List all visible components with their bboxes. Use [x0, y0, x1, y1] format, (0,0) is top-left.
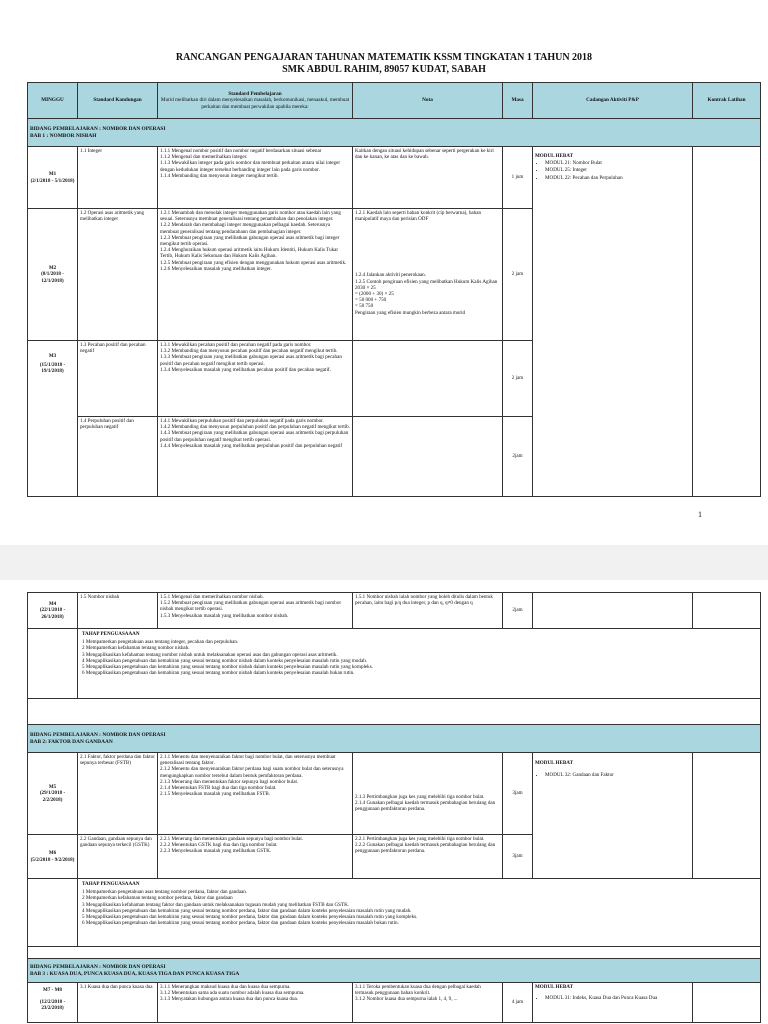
- sp-item: 2.2.2 Menentukan GSTK bagi dua dan tiga nombor bulat.: [160, 842, 278, 849]
- band-3-line-2: BAB 3 : KUASA DUA, PUNCA KUASA DUA, KUASA TIGA DAN PUNCA KUASA TIGA: [30, 970, 240, 977]
- nota-item: = (2000 + 30) × 25: [355, 291, 394, 298]
- cadangan-cell: [533, 983, 693, 1023]
- tahap-penguasaan-1: [28, 629, 761, 699]
- sk-cell: 1.5 Nombor nisbah: [78, 593, 158, 629]
- kontrak-cell: [693, 147, 761, 497]
- sp-item: 1.3.2 Membanding dan menyusun pecahan positif dan pecahan negatif mengikut tertib.: [160, 348, 338, 355]
- tahap-title: TAHAP PENGUASAAAN: [82, 881, 140, 887]
- title-line-1: RANCANGAN PENGAJARAN TAHUNAN MATEMATIK KSSM TINGKATAN 1 TAHUN 2018: [175, 52, 593, 63]
- week-label: M7 - M8: [43, 987, 62, 993]
- sp-cell: [158, 835, 353, 879]
- col-kontrak: Kontrak Latihan: [693, 83, 761, 119]
- sk-cell: 1.3 Pecahan positif dan pecahan negatif: [78, 341, 158, 417]
- sp-item: 2.2.3 Menyelesaikan masalah yang melibatkan GSTK.: [160, 848, 272, 855]
- band-1-line-1: BIDANG PEMBELAJARAN : NOMBOR DAN OPERASI: [30, 125, 166, 132]
- nota-item: 2.2.2 Gunakan pelbagai kaedah termasuk pembahagian berulang dan penggunaan pemfaktoran perdana.: [355, 842, 496, 855]
- nota-cell: [353, 417, 503, 497]
- masa-cell: 3jam: [503, 753, 533, 835]
- kontrak-cell: [693, 593, 761, 629]
- nota-item: 2.2.1 Pertimbangkan juga kes yang melebihi tiga nombor bulat.: [355, 836, 485, 842]
- nota-item: 1.2.1 Kaedah lain seperti bahan konkrit (cip berwarna), bahan manipulatif maya dan perisian ODF: [355, 210, 482, 223]
- week-label: M1: [48, 171, 57, 178]
- kontrak-cell: [693, 753, 761, 879]
- masa-cell: 4 jam: [503, 983, 533, 1023]
- band-2-line-1: BIDANG PEMBELAJARAN : NOMBOR DAN OPERASI: [30, 731, 166, 738]
- masa-cell: 3jam: [503, 835, 533, 879]
- week-cell: [28, 835, 78, 879]
- modul-list: [535, 160, 690, 181]
- sp-item: 1.2.6 Menyelesaikan masalah yang melibatkan integer.: [160, 265, 272, 272]
- modul-item: • MODUL 31: Indeks, Kuasa Dua dan Punca Kuasa Dua: [545, 995, 690, 1001]
- nota-item: 2.1.3 Pertimbangkan juga kes yang melebihi tiga nombor bulat.: [355, 794, 485, 800]
- section-band-3: [28, 959, 761, 983]
- week-label: M3: [48, 353, 57, 359]
- week-dates: (22/1/2018 - 26/1/2018): [39, 607, 66, 620]
- col-cadangan: Cadangan Aktiviti P&P: [533, 83, 693, 119]
- nota-item: 1.2.4 Jalankan aktiviti penerokaan.: [355, 272, 427, 279]
- sp-item: 1.2.2 Mendarab dan membahagi integer menggunakan pelbagai kaedah. Seterusnya membuat generalisasi tentang pendarabann dan pembahagian integer.: [160, 222, 331, 235]
- nota-item: = 50 750: [355, 303, 374, 310]
- page-2: [0, 580, 768, 1024]
- tahap-title: TAHAP PENGUASAAAN: [82, 631, 140, 637]
- col-nota: Nota: [353, 83, 503, 119]
- sp-heading-desc: Murid melibatkan diri dalam menyelesaikan masalah, berkomunikasi, menaakul, membuat perkaitan dan membuat perwakilan apabila mereka:: [160, 97, 350, 110]
- sp-item: 1.2.1 Menambah dan menolak integer menggunakan garis nombor atau kaedah lain yang sesuai. Seterusnya membuat generalisasi tentang penambahan dan penolakan integer.: [160, 210, 341, 223]
- plan-table-page-1: [27, 82, 761, 497]
- sk-cell: 1.4 Perpuluhan positif dan perpuluhan negatif: [78, 417, 158, 497]
- week-dates: (5/2/2018 - 9/2/2018): [30, 856, 75, 863]
- sp-item: 1.5.2 Membuat pengiraan yang melibatkan gabungan operasi asas aritmetik bagi nombor nisbah mengikut tertib operasi.: [160, 600, 342, 613]
- tahap-spacer: [28, 879, 78, 947]
- nota-item: Pengiraan yang efisien mungkin berbeza antara murid: [355, 309, 466, 316]
- tahap-spacer: [28, 629, 78, 699]
- tahap-cell: [78, 629, 761, 699]
- sp-cell: [158, 147, 353, 209]
- week-dates: (12/2/2018 - 23/2/2018): [39, 999, 66, 1012]
- sk-cell: 2.2 Gandaan, gandaan sepunya dan gandaan sepunya terkecil (GSTK): [78, 835, 158, 879]
- week-cell: [28, 753, 78, 835]
- kontrak-cell: [693, 983, 761, 1023]
- cadangan-cell: [533, 753, 693, 879]
- tahap-item: 3 Mengaplikasikan kefahaman tentang nombor nisbah untuk melaksanakan operasi asas dan gabungan operasi asas aritmetik.: [82, 651, 338, 658]
- modul-item: • MODUL 32: Gandaan dan Faktor: [545, 772, 690, 778]
- sk-cell: 1.1 Integer: [78, 147, 158, 209]
- nota-item: = 50 000 + 750: [355, 297, 387, 304]
- modul-list: [535, 772, 690, 778]
- col-masa: Masa: [503, 83, 533, 119]
- sp-item: 1.4.2 Membanding dan menyusun perpuluhan positif dan perpuluhan negatif mengikut tertib.: [160, 424, 350, 431]
- col-minggu: MINGGU: [28, 83, 78, 119]
- band-1-line-2: BAB 1 : NOMBOR NISBAH: [30, 132, 97, 139]
- tahap-item: 6 Mengaplikasikan pengetahuan dan kemahiran yang sesuai tentang nombor nisbah dalam konteks penyelesaian masalah bukan rutin.: [82, 670, 355, 677]
- sp-item: 1.1.4 Membanding dan menyusun integer mengikut tertib.: [160, 172, 279, 179]
- tahap-item: 1 Mempamerkan pengetahuan asas tentang integer, pecahan dan perpuluhan.: [82, 639, 239, 646]
- masa-cell: 2jam: [503, 417, 533, 497]
- section-band-2: [28, 725, 761, 753]
- nota-cell: Kaitkan dengan situasi kehidupan sebenar seperti pergerakan ke kiri dan ke kanan, ke atas dan ke bawah.: [353, 147, 503, 209]
- week-cell: [28, 209, 78, 341]
- week-label: M6: [48, 850, 57, 857]
- col-standard-kandungan: Standard Kandungan: [78, 83, 158, 119]
- table-row-m5: [28, 753, 761, 835]
- tahap-item: 2 Mempamerkan kefahaman tentang nombor nisbah.: [82, 645, 190, 652]
- spacer-row: [28, 947, 761, 959]
- sp-item: 1.5.3 Menyelesaikan masalah yang melibatkan nombor nisbah.: [160, 612, 289, 619]
- sp-item: 2.1.3 Menerang dan menentukan faktor sepunya bagi nombor bulat.: [160, 778, 299, 785]
- plan-table-page-2: [27, 592, 761, 1023]
- masa-cell: 2 jam: [503, 341, 533, 417]
- modul-title: MODUL HEBAT: [535, 984, 573, 990]
- tahap-item: 3 Mengaplikasikan kefahaman tentang faktor dan gandaan untuk melaksanakan tugasan mudah yang melibatkan FSTB dan GSTK.: [82, 901, 350, 908]
- tahap-item: 4 Mengaplikasikan pengetahuan dan kemahiran yang sesuai tentang nombor nisbah dalam konteks penyelesaian masalah rutin yang mudah.: [82, 657, 368, 664]
- masa-cell: 2jam: [503, 593, 533, 629]
- week-dates: (2/1/2018 - 5/1/2018): [30, 177, 75, 184]
- tahap-item: 6 Mengaplikasikan pengetahuan dan kemahiran yang sesuai tentang nombor perdana, faktor dan gandaan dalam konteks penyelesaian masalah bukan rutin.: [82, 920, 399, 927]
- sp-cell: [158, 417, 353, 497]
- col-standard-pembelajaran: [158, 83, 353, 119]
- sp-cell: [158, 209, 353, 341]
- sp-item: 3.1.1 Menerangkan maksud kuasa dua dan kuasa dua sempurna.: [160, 984, 291, 990]
- sp-item: 1.5.1 Mengenal dan memerihalkan nombor nisbah.: [160, 594, 264, 600]
- nota-item: 1.2.5 Contoh pengiraan efisien yang melibatkan Hukum Kalis Agihan: [355, 278, 498, 285]
- nota-item: 3.1.2 Nombor kuasa dua sempurna ialah 1, 4, 9, ...: [355, 996, 458, 1003]
- masa-cell: 2 jam: [503, 209, 533, 341]
- week-dates: (15/1/2018 - 19/1/2018): [39, 362, 66, 375]
- sp-item: 3.1.2 Menentukan sama ada suatu nombor adalah kuasa dua sempurna.: [160, 990, 305, 997]
- header-row: [28, 83, 761, 119]
- sp-item: 2.2.1 Menerang dan menentukan gandaan sepunya bagi nombor bulat.: [160, 836, 304, 842]
- section-band-1: [28, 119, 761, 147]
- week-label: M2: [48, 265, 57, 272]
- sp-item: 1.3.1 Mewakilkan pecahan positif dan pecahan negatif pada garis nombor.: [160, 342, 312, 348]
- table-row-m7-m8: [28, 983, 761, 1023]
- modul-title: MODUL HEBAT: [535, 153, 573, 159]
- week-cell: [28, 593, 78, 629]
- sp-item: 1.1.1 Mengenal nombor positif dan nombor negatif berdasarkan situasi sebenar: [160, 148, 322, 154]
- sp-item: 1.3.3 Membuat pengiraan yang melibatkan gabungan operasi asas aritmetik bagi pecahan positif dan pecahan negatif mengikut tertib operasi.: [160, 354, 342, 367]
- week-label: M5: [48, 784, 57, 791]
- sp-item: 3.1.3 Menyatakan hubungan antara kuasa dua dan punca kuasa dua.: [160, 996, 299, 1003]
- week-cell: [28, 983, 78, 1023]
- band-3-line-1: BIDANG PEMBELAJARAN : NOMBOR DAN OPERASI: [30, 963, 166, 970]
- tahap-cell: [78, 879, 761, 947]
- week-cell: [28, 341, 78, 497]
- tahap-item: 4 Mengaplikasikan pengetahuan dan kemahiran yang sesuai tentang nombor perdana, faktor dan gandaan dalam konteks penyelesaian masalah rutin yang mudah.: [82, 907, 412, 914]
- tahap-item: 1 Mempamerkan pengetahuan asas tentang nombor perdana, faktor dan gandaan.: [82, 889, 248, 896]
- sp-cell: [158, 983, 353, 1023]
- nota-cell: 1.5.1 Nombor nisbah ialah nombor yang boleh ditulis dalam bentuk pecahan, iaitu bagi p/q dua integer, p dan q, q≠0 dengan q: [353, 593, 503, 629]
- title-line-2: SMK ABDUL RAHIM, 89057 KUDAT, SABAH: [282, 64, 486, 75]
- sk-cell: 1.2 Operasi asas aritmetik yang melibatkan integer: [78, 209, 158, 341]
- nota-item: 2030 × 25: [355, 284, 376, 291]
- sp-item: 1.2.4 Menghuraikan hukum operasi aritmetik iaitu Hukum Identiti, Hukum Kalis Tukar Tertib, Hukum Kalis Sekutuan dan Hukum Kalis Agihan.: [160, 247, 339, 260]
- sp-cell: [158, 753, 353, 835]
- band-2-line-2: BAB 2: FAKTOR DAN GANDAAN: [30, 738, 113, 745]
- sp-item: 1.4.3 Membuat pengiraan yang melibatkan gabungan operasi asas aritmetik bagi perpuluhan positif dan perpuluhan negatif mengikut tertib operasi.: [160, 430, 349, 443]
- week-dates: (29/1/2018 - 2/2/2018): [39, 790, 66, 803]
- nota-item: 3.1.1 Teroka pembentukan kuasa dua dengan pelbagai kaedah termasuk penggunaan bahan konkrit.: [355, 984, 481, 997]
- nota-item: 2.1.4 Gunakan pelbagai kaedah termasuk pembahagian berulang dan penggunaan pemfaktoran perdana.: [355, 800, 496, 813]
- sp-heading: Standard Pembelajaran: [228, 91, 282, 98]
- tahap-item: 5 Mengaplikasikan pengetahuan dan kemahiran yang sesuai tentang nombor nisbah dalam konteks penyelesaian masalah rutin yang kompleks.: [82, 664, 373, 671]
- sp-item: 1.1.2 Mengenal dan memerihalkan integer.: [160, 154, 248, 161]
- sp-cell: [158, 341, 353, 417]
- sp-item: 1.1.3 Mewakilkan integer pada garis nombor dan membuat perkaitan antara nilai integer dengan kedudukan integer tersebut berbanding integer lain pada garis nombor.: [160, 160, 341, 173]
- table-row-m1: [28, 147, 761, 209]
- document-title: [0, 52, 768, 76]
- tahap-penguasaan-2: [28, 879, 761, 947]
- sk-cell: 2.1 Faktor, faktor perdana dan faktor sepunya terbesar (FSTB): [78, 753, 158, 835]
- sp-item: 1.3.4 Menyelesaikan masalah yang melibatkan pecahan positif dan pecahan negatif.: [160, 366, 331, 373]
- sp-cell: [158, 593, 353, 629]
- modul-item: • MODUL 21: Nombor Bulat: [545, 160, 690, 166]
- sk-cell: 3.1 Kuasa dua dan punca kuasa dua: [78, 983, 158, 1023]
- nota-cell: [353, 753, 503, 835]
- modul-item: • MODUL 25: Integer: [545, 167, 690, 173]
- nota-cell: [353, 209, 503, 341]
- modul-item: • MODUL 22: Pecahan dan Perpuluhan: [545, 175, 690, 181]
- week-cell: [28, 147, 78, 209]
- page-gap: [0, 545, 768, 580]
- page-number: 1: [698, 510, 702, 519]
- sp-item: 2.1.5 Menyelesaikan masalah yang melibatkan FSTB.: [160, 791, 271, 798]
- sp-item: 1.4.4 Menyelesaikan masalah yang melibatkan perpuluhan positif dan perpuluhan negatif: [160, 442, 343, 449]
- sp-item: 1.2.5 Membuat pengiraan yang efisien dengan menggunakan hukum operasi asas aritmetik.: [160, 259, 347, 266]
- nota-cell: [353, 983, 503, 1023]
- sp-item: 2.1.1 Menentu dan menyenaraikan faktor bagi nombor bulat, dan seterusnya membuat generalisasi tentang faktor.: [160, 754, 336, 767]
- modul-title: MODUL HEBAT: [535, 760, 573, 766]
- cadangan-cell: [533, 147, 693, 497]
- tahap-item: 5 Mengaplikasikan pengetahuan dan kemahiran yang sesuai tentang nombor perdana, faktor dan gandaan dalam konteks penyelesaian masalah rutin yang kompleks.: [82, 914, 418, 921]
- week-label: M4: [48, 601, 57, 608]
- week-dates: (8/1/2018 - 12/1/2018): [41, 271, 64, 284]
- sp-item: 1.4.1 Mewakilkan perpuluhan positif dan perpuluhan negatif pada garis nombor.: [160, 418, 324, 424]
- tahap-item: 2 Mempamerkan kefahaman tentang nombor perdana, faktor dan gandaan: [82, 895, 233, 902]
- masa-cell: 1 jum: [503, 147, 533, 209]
- nota-cell: [353, 835, 503, 879]
- modul-list: [535, 995, 690, 1001]
- cadangan-cell: [533, 593, 693, 629]
- table-row-m4: [28, 593, 761, 629]
- sp-item: 1.2.3 Membuat pengiraan yang melibatkan gabungan operasi asas aritmetik bagi integer mengikut tertib operasi.: [160, 234, 340, 248]
- sp-item: 2.1.2 Menentu dan menyenaraikan faktor perdana bagi suatu nombor bulat dan seterusnya mengungkapkan nombor tersebut dalam bentuk pemfaktoran perdana.: [160, 766, 344, 779]
- nota-cell: [353, 341, 503, 417]
- spacer-row: [28, 699, 761, 725]
- sp-item: 2.1.4 Menentukan FSTB bagi dua dan tiga nombor bulat.: [160, 785, 277, 792]
